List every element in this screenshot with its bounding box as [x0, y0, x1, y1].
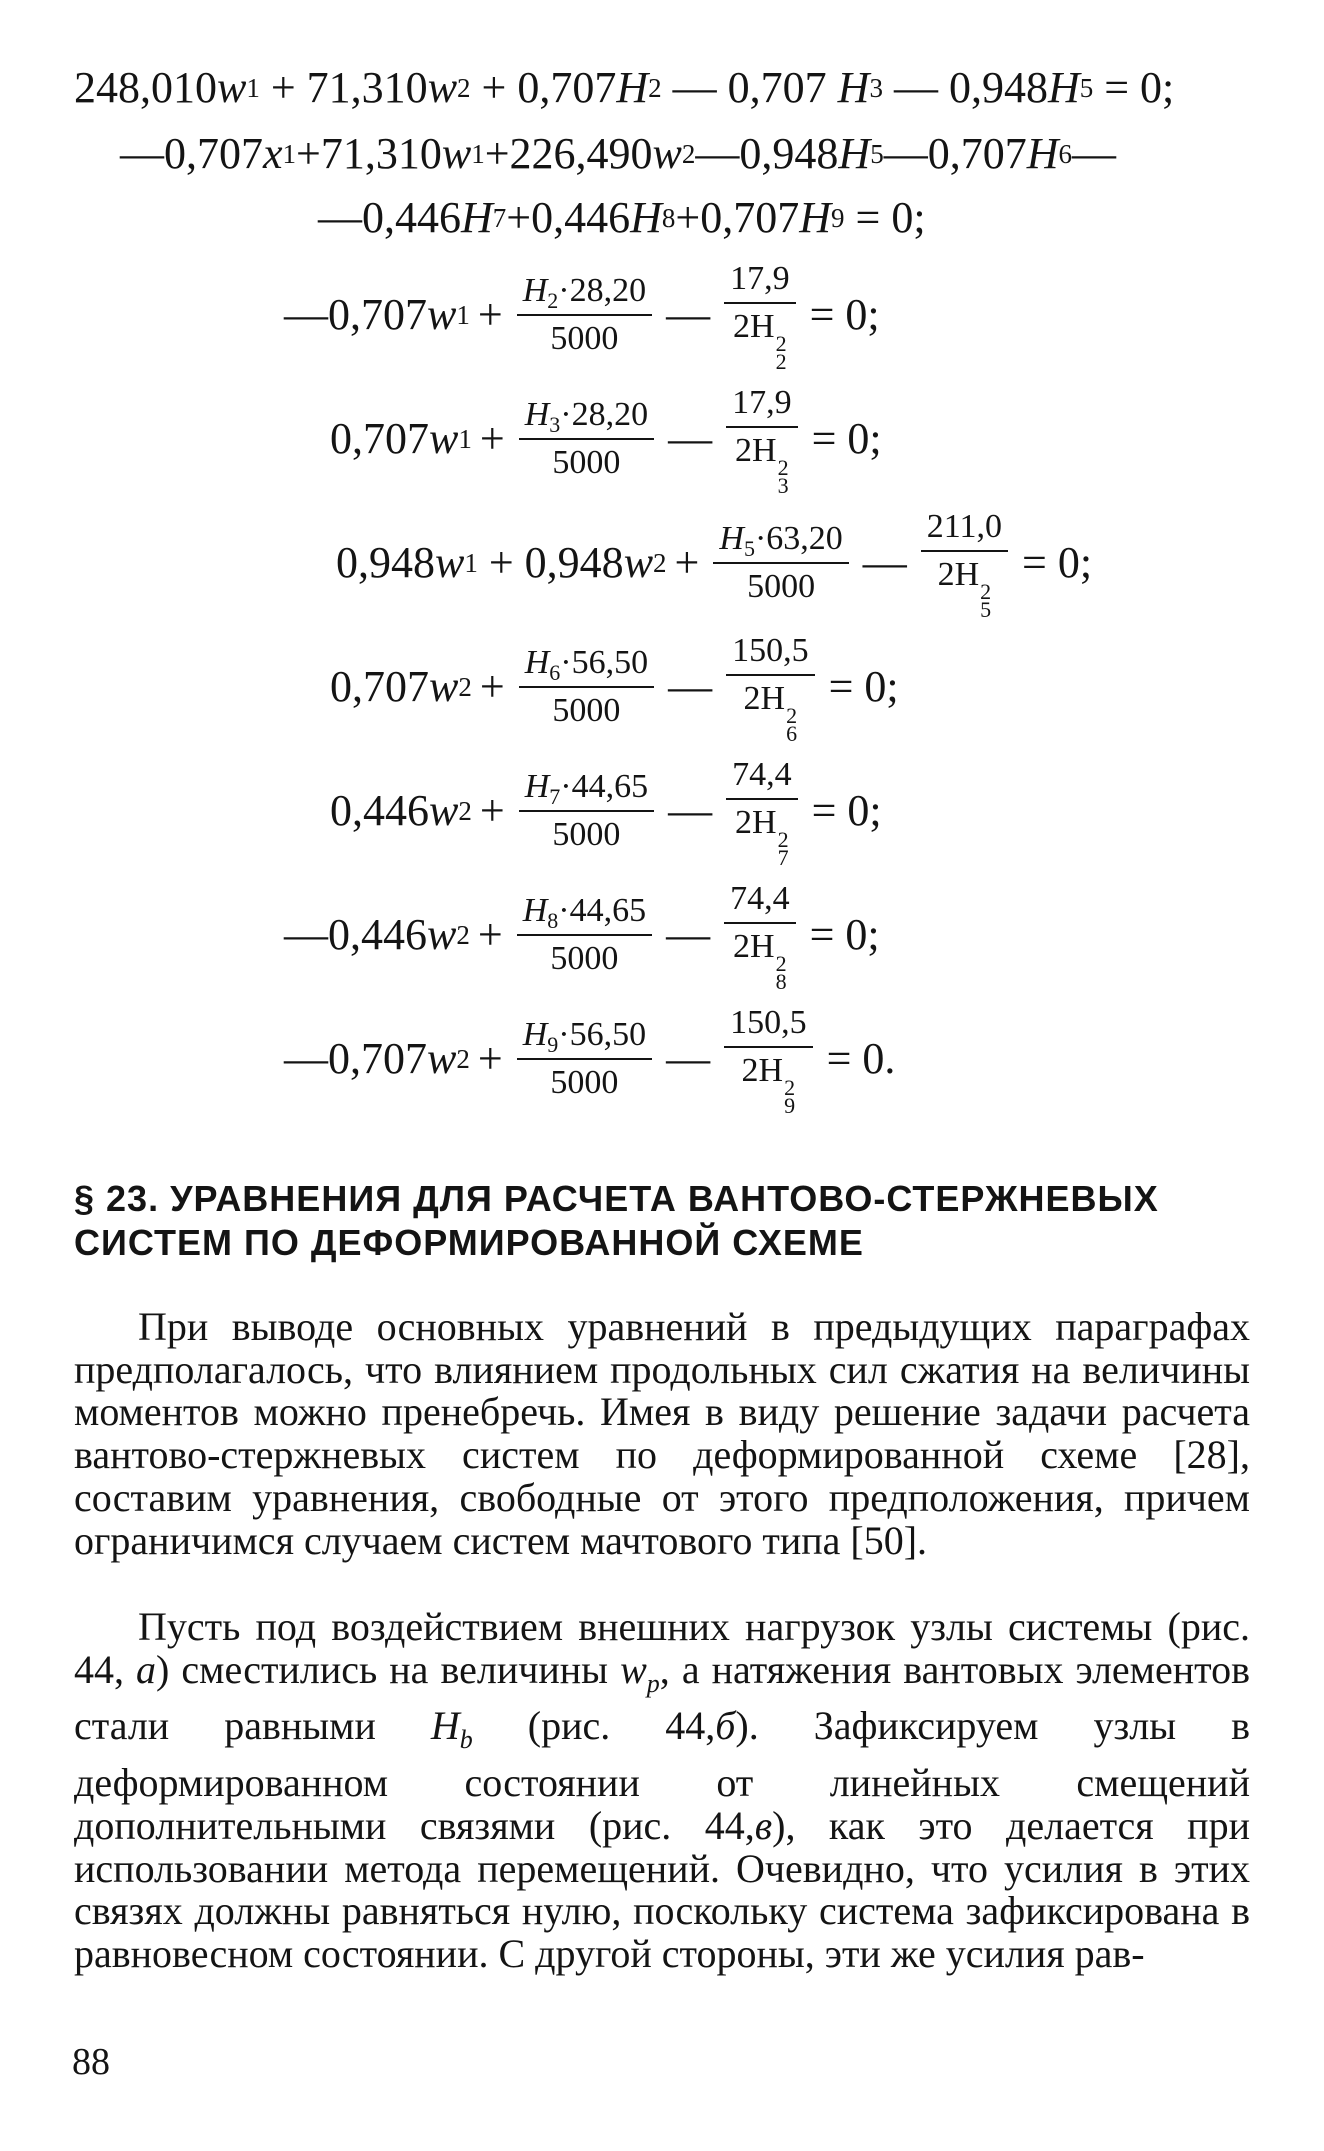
denominator: 5000: [550, 1063, 619, 1101]
term: —0,707: [120, 129, 263, 178]
term: ·63,20: [754, 519, 843, 557]
fraction: [724, 878, 796, 994]
section-heading: [74, 1177, 1264, 1265]
term: ·56,50: [560, 643, 649, 681]
denominator: 5000: [552, 443, 621, 481]
term: 2H: [743, 680, 786, 717]
term: = 0.: [826, 1033, 896, 1083]
operator: +: [477, 289, 503, 339]
term: = 0;: [1022, 537, 1093, 587]
term: ·28,20: [560, 395, 649, 433]
term: +226,490: [484, 129, 653, 178]
term: + 0,948: [477, 537, 624, 587]
term: — 0,948: [882, 63, 1048, 112]
operator: —: [668, 785, 713, 835]
sub: b: [459, 1725, 473, 1755]
sub: 8: [775, 969, 787, 994]
sub: 5: [743, 535, 755, 561]
figure-ref: в: [754, 1802, 773, 1848]
denominator: [741, 1048, 796, 1118]
sub: p: [646, 1668, 660, 1698]
paragraph-1: При выводе основных уравнений в предыдущих параграфах предполагалось, что влиянием продольных сил сжатия на величины моментов можно пренебречь. Имея в виду решение задачи расчета вантово-стержневых систем по деформированной схеме [28], составим уравнения, свободные от этого предположения, причем ограничимся случаем систем мачтового типа [50].: [74, 1304, 1250, 1563]
sup: 2: [777, 827, 789, 852]
operator: +: [477, 909, 503, 959]
denominator: 5000: [550, 319, 619, 357]
term: 0,707: [330, 661, 429, 711]
term: —0,948: [695, 129, 839, 178]
sup-sub: [980, 579, 992, 622]
var: x: [263, 129, 283, 178]
var: w: [429, 785, 459, 835]
equation-8: 0,446 w 2 + $\frac{H_7\cdot 44,65}{5000}$ — 74,4 2H 2 7 = 0;: [330, 754, 890, 867]
term: —0,446: [284, 909, 427, 959]
denominator: 5000: [550, 939, 619, 977]
operator: —: [862, 537, 907, 587]
term: 2H: [735, 804, 777, 841]
term: 2H: [733, 308, 775, 345]
term: 0,707: [330, 413, 429, 463]
operator: +: [479, 661, 505, 711]
var: H: [522, 1015, 548, 1053]
equation-2: —0,707 x 1 +71,310 w 1 +226,490 w 2 —0,948 H 5 —0,707 H 6 —: [120, 129, 1116, 178]
term: 2H: [937, 556, 980, 593]
sup-sub: [775, 331, 787, 374]
sup-sub: [777, 455, 789, 498]
sub: 5: [980, 597, 992, 622]
sup: 2: [784, 1075, 796, 1100]
denominator: [743, 676, 798, 746]
term: 2H: [735, 432, 777, 469]
text: (рис. 44,: [472, 1703, 716, 1749]
equation-4: —0,707 w 1 + $\frac{H_2\cdot 28,20}{5000}$ — 17,9 2H 2 2 = 0;: [284, 258, 888, 371]
numerator: 74,4: [724, 878, 796, 924]
term: +71,310: [296, 129, 442, 178]
var: H: [522, 271, 548, 309]
numerator: [713, 518, 848, 564]
var: H: [719, 519, 744, 557]
equation-5: 0,707 w 1 + $\frac{H_3\cdot 28,20}{5000}$ — 17,9 2H 2 3 = 0;: [330, 382, 890, 495]
term: —0,707: [284, 1033, 427, 1083]
operator: —: [666, 1033, 711, 1083]
operator: +: [674, 537, 700, 587]
term: 2H: [741, 1052, 784, 1089]
fraction: [517, 890, 652, 980]
var: H: [430, 1703, 460, 1749]
page-number: 88: [72, 2041, 110, 2083]
fraction: [519, 394, 654, 484]
term: —: [1071, 129, 1116, 178]
term: = 0;: [828, 661, 899, 711]
var: w: [427, 1033, 457, 1083]
fraction: [517, 1014, 652, 1104]
term: = 0;: [809, 909, 880, 959]
term: = 0;: [844, 193, 926, 242]
var: w: [652, 129, 682, 178]
var: H: [838, 129, 871, 178]
var: H: [522, 891, 548, 929]
var: H: [524, 395, 550, 433]
equation-10: —0,707 w 2 + $\frac{H_9\cdot 56,50}{5000}$ — 150,5 2H 2 9 = 0.: [284, 1002, 903, 1115]
text: Пусть под воздействием внешних нагрузок узлы системы (рис. 44,: [74, 1604, 1250, 1692]
numerator: 150,5: [726, 630, 815, 676]
numerator: [519, 766, 654, 812]
figure-ref: б: [715, 1703, 736, 1749]
operator: —: [666, 909, 711, 959]
numerator: 150,5: [724, 1002, 813, 1048]
operator: —: [668, 413, 713, 463]
var: H: [799, 193, 831, 242]
term: 248,010: [74, 63, 217, 112]
denominator: 5000: [747, 567, 816, 605]
sup-sub: [775, 951, 787, 994]
sub: 3: [777, 473, 789, 498]
sup: 2: [980, 579, 992, 604]
equation-6: 0,948 w 1 + 0,948 w 2 + $\frac{H_5\cdot 63,20}{5000}$ — 211,0 2H 2 5 = 0;: [336, 506, 1100, 619]
sup-sub: [777, 827, 789, 870]
denominator: [937, 552, 992, 622]
denominator: [733, 924, 787, 994]
operator: —: [666, 289, 711, 339]
fraction: [519, 766, 654, 856]
denominator: [735, 800, 789, 870]
heading-line-2: СИСТЕМ ПО ДЕФОРМИРОВАННОЙ СХЕМЕ: [74, 1222, 864, 1263]
fraction: [724, 258, 796, 374]
var: H: [524, 643, 550, 681]
term: 0,446: [330, 785, 429, 835]
var: H: [1026, 129, 1059, 178]
var: w: [427, 289, 457, 339]
operator: +: [479, 413, 505, 463]
denominator: 5000: [552, 815, 621, 853]
denominator: [733, 304, 787, 374]
term: = 0;: [811, 413, 882, 463]
term: — 0,707: [661, 63, 838, 112]
sup: 2: [786, 703, 798, 728]
fraction: [519, 642, 654, 732]
equation-7: 0,707 w 2 + $\frac{H_6\cdot 56,50}{5000}$ — 150,5 2H 2 6 = 0;: [330, 630, 907, 743]
denominator: [735, 428, 789, 498]
sup: 2: [777, 455, 789, 480]
numerator: [517, 1014, 652, 1060]
var: w: [435, 537, 465, 587]
sub: 2: [547, 287, 559, 313]
operator: —: [668, 661, 713, 711]
sup-sub: [786, 703, 798, 746]
numerator: [519, 394, 654, 440]
var: w: [217, 63, 247, 112]
var: w: [623, 537, 654, 587]
sub: 7: [777, 845, 789, 870]
var: w: [427, 909, 457, 959]
var: H: [837, 63, 870, 112]
var: w: [441, 129, 472, 178]
term: + 71,310: [259, 63, 428, 112]
term: 0,948: [336, 537, 435, 587]
denominator: 5000: [552, 691, 621, 729]
fraction: [517, 270, 652, 360]
numerator: [519, 642, 654, 688]
term: —0,707: [284, 289, 427, 339]
var: H: [630, 193, 662, 242]
sup: 2: [775, 951, 787, 976]
sup-sub: [784, 1075, 796, 1118]
var: H: [461, 193, 493, 242]
term: —0,707: [883, 129, 1027, 178]
equation-1: 248,010 w 1 + 71,310 w 2 + 0,707 H 2 — 0,707 H 3 — 0,948 H 5 = 0;: [74, 63, 1175, 112]
term: ·44,65: [558, 891, 647, 929]
text: ) сместились на величины: [156, 1646, 621, 1692]
var: H: [1047, 63, 1080, 112]
sub: 9: [784, 1093, 796, 1118]
term: ·28,20: [558, 271, 647, 309]
paragraph-2: [74, 1606, 1250, 1976]
numerator: 74,4: [726, 754, 798, 800]
text: ). Зафиксируем узлы в деформированном состоянии от линейных смещений дополнительными связями (рис. 44,: [74, 1703, 1250, 1848]
term: 2H: [733, 928, 775, 965]
term: = 0;: [809, 289, 880, 339]
sub: 9: [547, 1031, 559, 1057]
var: w: [429, 413, 459, 463]
numerator: [517, 890, 652, 936]
sub: 6: [786, 721, 798, 746]
fraction: [726, 630, 815, 746]
equation-3: —0,446 H 7 +0,446 H 8 +0,707 H 9 = 0;: [318, 193, 926, 242]
term: +0,446: [506, 193, 631, 242]
term: ·56,50: [558, 1015, 647, 1053]
numerator: 211,0: [921, 506, 1008, 552]
sub: 8: [547, 907, 559, 933]
text: ), как это делается при использовании метода перемещений. Очевидно, что усилия в этих связях должны равняться нулю, поскольку система зафиксирована в равновесном состоянии. С другой стороны, эти же усилия рав-: [74, 1802, 1250, 1976]
fraction: [726, 382, 798, 498]
sup: 2: [775, 331, 787, 356]
operator: +: [477, 1033, 503, 1083]
var: w: [429, 661, 459, 711]
sub: 6: [549, 659, 561, 685]
term: = 0;: [811, 785, 882, 835]
sub: 3: [549, 411, 561, 437]
var: H: [616, 63, 649, 112]
numerator: [517, 270, 652, 316]
term: = 0;: [1093, 63, 1175, 112]
numerator: 17,9: [724, 258, 796, 304]
operator: +: [479, 785, 505, 835]
text: , а натяжения вантовых элементов стали равными: [74, 1646, 1250, 1749]
numerator: 17,9: [726, 382, 798, 428]
heading-line-1: § 23. УРАВНЕНИЯ ДЛЯ РАСЧЕТА ВАНТОВО-СТЕРЖНЕВЫХ: [74, 1178, 1159, 1219]
sub: 7: [549, 783, 561, 809]
var: w: [620, 1646, 647, 1692]
var: w: [427, 63, 458, 112]
term: ·44,65: [560, 767, 649, 805]
sub: 2: [775, 349, 787, 374]
fraction: [713, 518, 848, 608]
fraction: [726, 754, 798, 870]
term: +0,707: [675, 193, 800, 242]
term: —0,446: [318, 193, 461, 242]
term: + 0,707: [470, 63, 617, 112]
equation-9: —0,446 w 2 + $\frac{H_8\cdot 44,65}{5000}$ — 74,4 2H 2 8 = 0;: [284, 878, 888, 991]
var: H: [524, 767, 550, 805]
fraction: [724, 1002, 813, 1118]
fraction: [921, 506, 1008, 622]
figure-ref: а: [136, 1646, 157, 1692]
